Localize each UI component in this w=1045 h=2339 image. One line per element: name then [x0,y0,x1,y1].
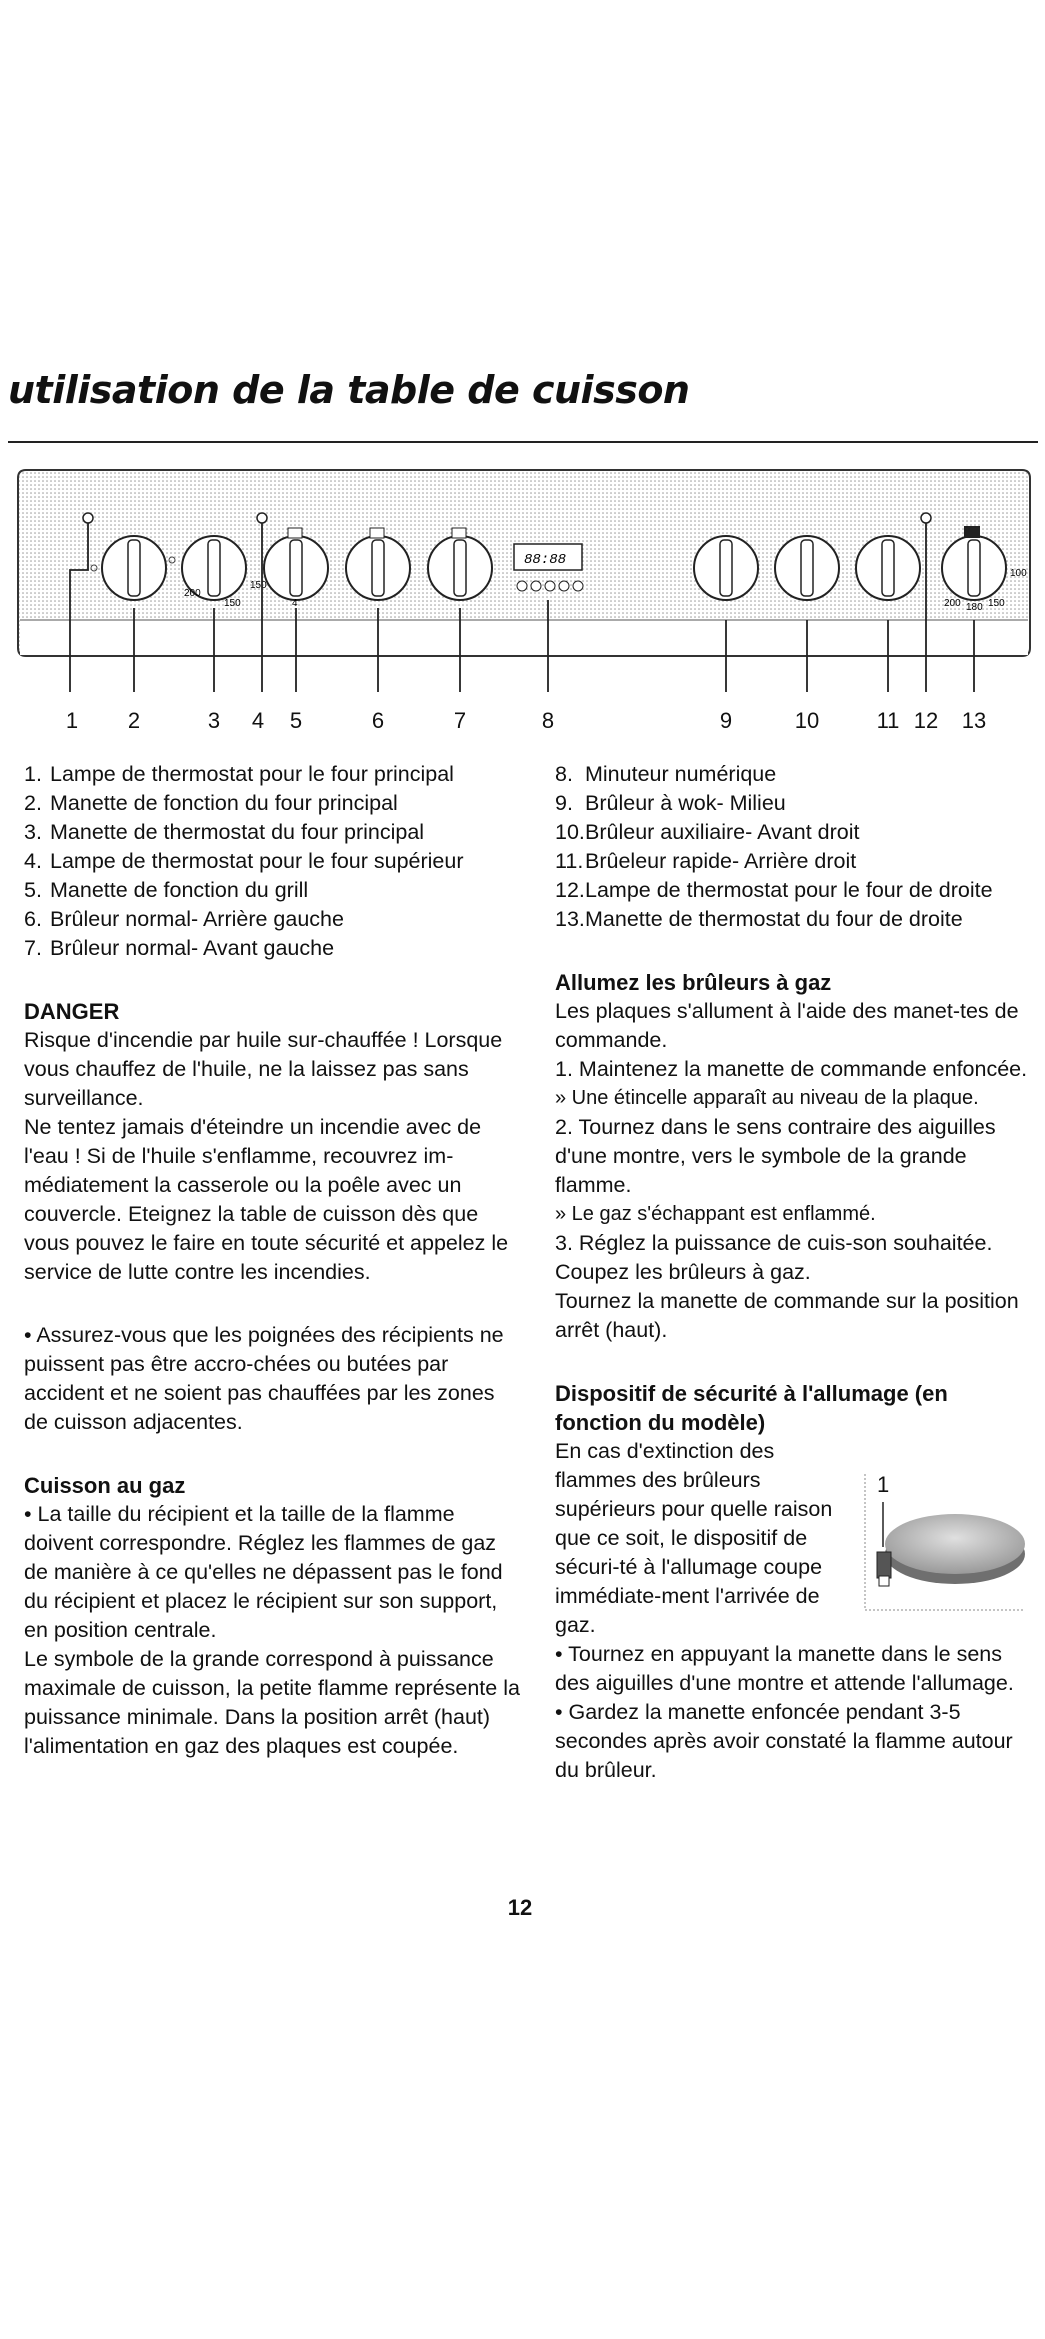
ignite-step-2: 2. Tournez dans le sens contraire des aiguilles d'une montre, vers le symbole de la grande flamme. [555,1115,996,1197]
callout-7: 7 [453,708,467,733]
legend-item: 1. Lampe de thermostat pour le four principal [24,762,454,786]
danger-text-2: Ne tentez jamais d'éteindre un incendie avec de l'eau ! Si de l'huile s'enflamme, recouvrez im-médiatement la casserole ou la poêle avec un couvercle. Eteignez la table de cuisson dès que vous pouvez le faire en toute sécurité et appelez le service de lutte contre les incendies. [24,1115,509,1284]
callout-2: 2 [127,708,141,733]
knob-3-label: 150 [250,580,267,591]
ignite-result-2: » Le gaz s'échappant est enflammé. [555,1203,876,1225]
knob-11-icon [856,536,920,600]
callout-4: 4 [251,708,265,733]
knob-5-label: 4 [292,598,298,609]
knob-2-label-right: 150 [224,598,241,609]
page-title: utilisation de la table de cuisson [8,368,690,412]
danger-heading: DANGER [24,999,120,1024]
legend-item: 3. Manette de thermostat du four principal [24,820,425,844]
callout-10: 10 [794,708,820,733]
callout-8: 8 [541,708,555,733]
knob-13-label-b: 200 [944,598,961,609]
lamp-1-icon [83,513,93,523]
legend-item: 13. Manette de thermostat du four de droite [555,907,963,931]
knob-9-icon [694,536,758,600]
legend-item: 12. Lampe de thermostat pour le four de droite [555,878,993,902]
legend-item: 11. Brûeleur rapide- Arrière droit [555,849,857,873]
legend-item: 2. Manette de fonction du four principal [24,791,398,815]
callout-5: 5 [289,708,303,733]
safety-text: En cas d'extinction des flammes des brûleurs supérieurs pour quelle raison que ce soit, le dispositif de sécuri-té à l'allumage coupe immédiate-ment l'arrivée de gaz. [555,1439,833,1637]
callout-11: 11 [876,708,900,733]
control-panel-svg [14,460,1034,740]
callout-12: 12 [913,708,939,733]
callout-6: 6 [371,708,385,733]
burner-figure [863,1472,1026,1612]
bullet-handles: • Assurez-vous que les poignées des récipients ne puissent pas être accro-chées ou butées par accident et ne soient pas chauffées par les zones de cuisson adjacentes. [24,1323,504,1434]
gas-cooking-heading: Cuisson au gaz [24,1473,186,1498]
danger-text: Risque d'incendie par huile sur-chauffée ! Lorsque vous chauffez de l'huile, ne la laissez pas sans surveillance. [24,1028,503,1110]
ignite-step-3: 3. Réglez la puissance de cuis-son souhaitée. [555,1231,993,1255]
burner-figure-label: 1 [877,1472,890,1497]
legend-list-left [24,760,524,963]
right-column [555,760,1035,1785]
legend-item: 10. Brûleur auxiliaire- Avant droit [555,820,860,844]
title-rule [8,441,1038,443]
knob-13-label-a: 100 [1010,568,1027,579]
lamp-4-icon [257,513,267,523]
knob-13-label-c: 180 [966,602,983,613]
ignite-result-1: » Une étincelle apparaît au niveau de la plaque. [555,1087,979,1109]
callout-9: 9 [719,708,733,733]
callout-3: 3 [207,708,221,733]
page-number: 12 [507,1895,533,1920]
legend-item: 5. Manette de fonction du grill [24,878,309,902]
safety-bullet-1: • Tournez en appuyant la manette dans le sens des aiguilles d'une montre et attende l'allumage. [555,1642,1014,1695]
gas-cooking-p1: • La taille du récipient et la taille de la flamme doivent correspondre. Réglez les flammes de gaz de manière à ce qu'elles ne dépassent pas le fond du récipient et placez le récipient sur son support, en position centrale. [24,1502,503,1642]
knob-10-icon [775,536,839,600]
legend-list-right [555,760,1035,934]
callout-1: 1 [65,708,79,733]
legend-item: 9. Brûleur à wok- Milieu [555,791,786,815]
legend-item: 6. Brûleur normal- Arrière gauche [24,907,344,931]
safety-heading: Dispositif de sécurité à l'allumage (en fonction du modèle) [555,1381,948,1435]
ignite-step-1: 1. Maintenez la manette de commande enfoncée. [555,1057,1028,1081]
knob-13-label-d: 150 [988,598,1005,609]
legend-item: 4. Lampe de thermostat pour le four supérieur [24,849,464,873]
panel-lower-face [20,620,1028,655]
lamp-12-icon [921,513,931,523]
safety-bullet-2: • Gardez la manette enfoncée pendant 3-5 secondes après avoir constaté la flamme autour du brûleur. [555,1700,1013,1782]
ignite-intro: Les plaques s'allument à l'aide des manet-tes de commande. [555,999,1019,1052]
ignite-step-5: Tournez la manette de commande sur la position arrêt (haut). [555,1289,1019,1342]
left-column [24,760,524,1761]
legend-item: 7. Brûleur normal- Avant gauche [24,936,335,960]
gas-cooking-p2: Le symbole de la grande correspond à puissance maximale de cuisson, la petite flamme représente la puissance minimale. Dans la position arrêt (haut) l'alimentation en gaz des plaques est coupée. [24,1647,520,1758]
knob-2-label-left: 200 [184,588,201,599]
control-panel-illustration [14,460,1034,740]
legend-item: 8. Minuteur numérique [555,762,777,786]
timer-display: 88:88 [524,552,567,568]
ignite-heading: Allumez les brûleurs à gaz [555,970,832,995]
ignite-step-4: Coupez les brûleurs à gaz. [555,1260,811,1284]
callout-13: 13 [961,708,987,733]
